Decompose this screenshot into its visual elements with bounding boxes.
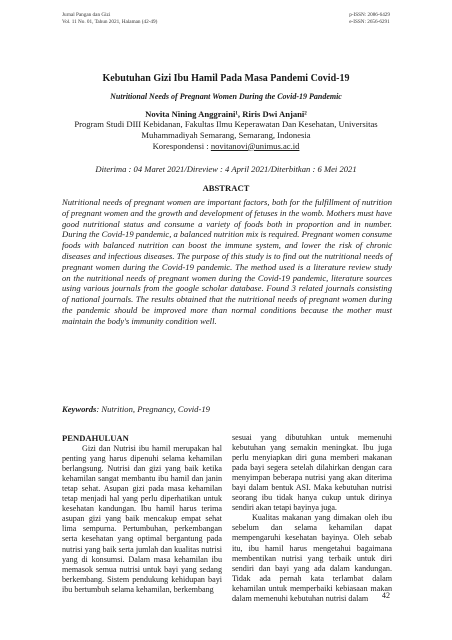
- affiliation-line2: Muhammadiyah Semarang, Semarang, Indonesia: [141, 129, 311, 140]
- body-paragraph: sesuai yang dibutuhkan untuk memenuhi kebutuhan yang semakin meningkat. Ibu juga perlu menyiapkan diri guna memberi makanan pada bayi segera setelah dilahirkan dengan cara menyimpan beberapa nutrisi yang akan diterima bayi dalam bentuk ASI. Maka kebutuhan nutrisi seorang ibu tidak hanya cukup untuk dirinya sendiri akan tetapi bayinya juga.: [232, 433, 392, 513]
- section-heading: PENDAHULUAN: [62, 433, 129, 443]
- journal-header-left: [62, 12, 157, 26]
- keywords: [62, 404, 392, 414]
- e-issn: e-ISSN: 2656-6291: [349, 19, 390, 25]
- body-paragraph: Gizi dan Nutrisi ibu hamil merupakan hal penting yang harus dipenuhi selama kehamilan berlangsung. Nutrisi dan gizi yang baik ketika kehamilan sangat membantu ibu hamil dan janin tetap sehat. Asupan gizi pada masa kehamilan tetap menjadi hal yang perlu diperhatikan untuk kesehatan kandungan. Ibu hamil harus terima asupan gizi yang baik mencakup empat sehat lima sempurna. Pertumbuhan, perkembangan serta kesehatan yang optimal bergantung pada nutrisi yang baik serta jumlah dan kualitas nutrisi yang di konsumsi. Dalam masa kehamilan ibu memasok semua nutrisi untuk bayi yang sedang berkembang. Sistem pendukung kehidupan bayi ibu bertumbuh selama kehamilan, berkembang: [62, 444, 222, 594]
- journal-name: Jurnal Pangan dan Gizi: [62, 12, 111, 18]
- correspondence: [0, 141, 452, 152]
- volume-info: Vol. 11 No. 01, Tahun 2021, Halaman (42-49): [62, 19, 158, 25]
- affiliation-line1: Program Studi DIII Kebidanan, Fakultas Ilmu Keperawatan Dan Kesehatan, Universitas: [74, 119, 378, 129]
- authors: Novita Nining Anggraini¹, Riris Dwi Anjani²: [145, 109, 307, 119]
- page-number: 42: [381, 591, 390, 600]
- body-column-left: [62, 433, 222, 595]
- keywords-label: Keywords: [62, 404, 97, 414]
- body-column-right: [232, 433, 392, 604]
- article-subtitle-en: Nutritional Needs of Pregnant Women During the Covid-19 Pandemic: [110, 92, 342, 101]
- article-dates: Diterima : 04 Maret 2021/Direview : 4 April 2021/Diterbitkan : 6 Mei 2021: [95, 164, 357, 174]
- abstract-text: Nutritional needs of pregnant women are important factors, both for the fulfillment of nutrition of pregnant women and the growth and development of fetuses in the womb. Mothers must have good nutritional status and consume a variety of foods both in proportion and in number. During the Covid-19 pandemic, a balanced nutrition mix is required. Pregnant women consume foods with balanced nutrition can boost the immune system, and lower the risk of chronic diseases and infectious diseases. The purpose of this study is to find out the nutritional needs of pregnant women during the Covid-19 pandemic. The method used is a literature review study on the nutritional needs of pregnant women during the Covid-19 pandemic, literature sources using various journals from the google scholar database. Found 3 related journals consisting of national journals. The results obtained that the nutritional needs of pregnant women during the pandemic should be improved more than normal conditions because the mother must maintain the body's immunity condition well.: [62, 197, 392, 326]
- correspondence-label: Korespondensi :: [152, 140, 211, 151]
- keywords-list: : Nutrition, Pregnancy, Covid-19: [96, 404, 210, 414]
- journal-header-right: [349, 12, 390, 26]
- article-title: Kebutuhan Gizi Ibu Hamil Pada Masa Pandemi Covid-19: [102, 73, 350, 84]
- affiliation: [0, 119, 452, 151]
- correspondence-email-link[interactable]: novitanovi@unimus.ac.id: [210, 140, 300, 151]
- abstract-heading: ABSTRACT: [202, 183, 250, 193]
- p-issn: p-ISSN: 2086-6429: [349, 12, 390, 18]
- body-paragraph: Kualitas makanan yang dimakan oleh ibu sebelum dan selama kehamilan dapat mempengaruhi kesehatan bayinya. Oleh sebab itu, ibu hamil harus mengetahui bagaimana membentikan nutrisi yang terbaik untuk diri sendiri dan bayi yang ada dalam kandungan. Tidak ada pernah kata terlambat dalam kehamilan untuk memperbaiki kebiasaan makan dalam memenuhi kebutuhan nutrisi dalam: [232, 513, 392, 603]
